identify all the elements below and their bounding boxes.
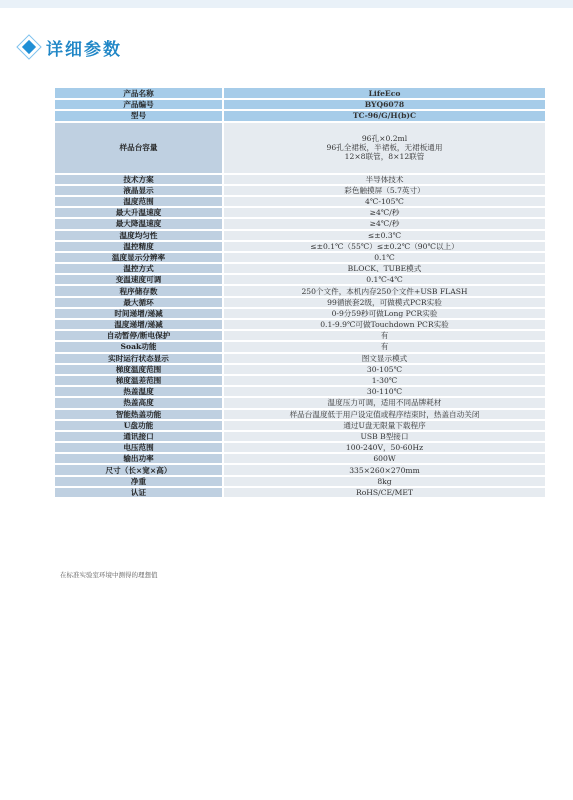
spec-table bbox=[55, 88, 545, 499]
spec-value bbox=[223, 386, 545, 397]
spec-value-line: 335×260×270mm bbox=[349, 465, 420, 475]
spec-row bbox=[55, 122, 545, 174]
spec-value bbox=[223, 409, 545, 420]
spec-row bbox=[55, 274, 545, 285]
spec-value-line: 12×8联管，8×12联管 bbox=[344, 152, 425, 162]
spec-value-line: 250个文件，本机内存250个文件+USB FLASH bbox=[301, 286, 468, 296]
spec-value-line: RoHS/CE/MET bbox=[356, 487, 413, 497]
spec-label: 智能热盖功能 bbox=[55, 409, 223, 420]
spec-value-line: 样品台温度低于用户设定值或程序结束时，热盖自动关闭 bbox=[289, 409, 480, 419]
spec-value bbox=[223, 319, 545, 330]
spec-value-line: 96孔全裙板，半裙板，无裙板通用 bbox=[326, 143, 443, 153]
spec-row bbox=[55, 308, 545, 319]
spec-value bbox=[223, 207, 545, 218]
spec-value bbox=[223, 241, 545, 252]
spec-value-line: 有 bbox=[380, 342, 389, 352]
spec-value bbox=[223, 196, 545, 207]
top-band bbox=[0, 0, 573, 8]
spec-label: 梯度温差范围 bbox=[55, 375, 223, 386]
spec-row bbox=[55, 263, 545, 274]
spec-row bbox=[55, 341, 545, 352]
spec-row bbox=[55, 386, 545, 397]
spec-row bbox=[55, 285, 545, 296]
spec-label: 热盖温度 bbox=[55, 386, 223, 397]
spec-value-line: 0.1℃-4℃ bbox=[366, 275, 403, 285]
spec-value bbox=[223, 297, 545, 308]
spec-label: 产品编号 bbox=[55, 99, 223, 110]
spec-row bbox=[55, 207, 545, 218]
spec-row bbox=[55, 375, 545, 386]
spec-row bbox=[55, 196, 545, 207]
spec-value-line: ≤±0.3℃ bbox=[367, 230, 402, 240]
spec-label: 最大降温速度 bbox=[55, 218, 223, 229]
spec-value bbox=[223, 230, 545, 241]
spec-value-line: 图文显示模式 bbox=[361, 353, 408, 363]
spec-value-line: ≤±0.1℃（55℃）≤±0.2℃（90℃以上） bbox=[310, 241, 459, 251]
spec-row bbox=[55, 364, 545, 375]
spec-value-line: 半导体技术 bbox=[365, 174, 404, 184]
spec-value bbox=[223, 476, 545, 487]
spec-value-line: ≥4℃/秒 bbox=[369, 219, 400, 229]
spec-row bbox=[55, 453, 545, 464]
spec-row bbox=[55, 442, 545, 453]
spec-row bbox=[55, 218, 545, 229]
spec-value-line: 0.1-9.9℃可做Touchdown PCR实验 bbox=[320, 320, 449, 330]
spec-label: 尺寸（长×宽×高） bbox=[55, 464, 223, 475]
spec-value bbox=[223, 218, 545, 229]
spec-value bbox=[223, 274, 545, 285]
spec-label: 温控方式 bbox=[55, 263, 223, 274]
spec-value bbox=[223, 185, 545, 196]
spec-row bbox=[55, 88, 545, 99]
spec-value-line: 8kg bbox=[377, 476, 392, 486]
section-heading bbox=[18, 36, 122, 58]
spec-value bbox=[223, 375, 545, 386]
spec-row bbox=[55, 476, 545, 487]
spec-value bbox=[223, 464, 545, 475]
spec-row bbox=[55, 353, 545, 364]
spec-row bbox=[55, 319, 545, 330]
spec-value-line: 1-30℃ bbox=[371, 376, 398, 386]
spec-value-line: 4℃-105℃ bbox=[365, 197, 404, 207]
spec-value-line: LifeEco bbox=[368, 88, 401, 98]
spec-value bbox=[223, 397, 545, 408]
spec-value bbox=[223, 122, 545, 174]
spec-label: 程序储存数 bbox=[55, 285, 223, 296]
spec-row bbox=[55, 99, 545, 110]
spec-value-line: BYQ6078 bbox=[364, 100, 405, 110]
spec-value-line: TC-96/G/H(b)C bbox=[352, 111, 417, 121]
footnote: 在标准实验室环境中测得的理想值 bbox=[60, 571, 158, 579]
spec-value-line: 有 bbox=[380, 331, 389, 341]
spec-value bbox=[223, 285, 545, 296]
spec-value bbox=[223, 252, 545, 263]
spec-value bbox=[223, 88, 545, 99]
spec-value-line: 99循嵌套2级，可做模式PCR实验 bbox=[327, 297, 442, 307]
spec-value-line: 0.1℃ bbox=[374, 252, 395, 262]
spec-row bbox=[55, 487, 545, 498]
spec-label: 认证 bbox=[55, 487, 223, 498]
spec-label: 液晶显示 bbox=[55, 185, 223, 196]
spec-label: 型号 bbox=[55, 110, 223, 121]
spec-label: 通讯接口 bbox=[55, 431, 223, 442]
spec-value bbox=[223, 110, 545, 121]
spec-value bbox=[223, 442, 545, 453]
spec-value bbox=[223, 453, 545, 464]
spec-label: 温控精度 bbox=[55, 241, 223, 252]
spec-label: U盘功能 bbox=[55, 420, 223, 431]
spec-value bbox=[223, 330, 545, 341]
spec-value bbox=[223, 364, 545, 375]
spec-value-line: 96孔×0.2ml bbox=[361, 134, 408, 144]
spec-label: 梯度温度范围 bbox=[55, 364, 223, 375]
spec-row bbox=[55, 110, 545, 121]
spec-label: 温度均匀性 bbox=[55, 230, 223, 241]
spec-value-line: 600W bbox=[373, 454, 396, 464]
spec-row bbox=[55, 252, 545, 263]
spec-label: 时间递增/递减 bbox=[55, 308, 223, 319]
spec-label: Soak功能 bbox=[55, 341, 223, 352]
spec-row bbox=[55, 409, 545, 420]
spec-value-line: ≥4℃/秒 bbox=[369, 208, 400, 218]
spec-label: 最大循环 bbox=[55, 297, 223, 308]
spec-value bbox=[223, 308, 545, 319]
spec-value bbox=[223, 431, 545, 442]
spec-label: 自动暂停/断电保护 bbox=[55, 330, 223, 341]
spec-row bbox=[55, 464, 545, 475]
spec-value-line: 100-240V，50-60Hz bbox=[345, 443, 424, 453]
spec-label: 样品台容量 bbox=[55, 122, 223, 174]
spec-value bbox=[223, 174, 545, 185]
spec-row bbox=[55, 174, 545, 185]
spec-value bbox=[223, 263, 545, 274]
spec-row bbox=[55, 330, 545, 341]
spec-label: 变温速度可调 bbox=[55, 274, 223, 285]
spec-label: 最大升温速度 bbox=[55, 207, 223, 218]
spec-value-line: 30-110℃ bbox=[366, 387, 403, 397]
spec-row bbox=[55, 241, 545, 252]
spec-label: 产品名称 bbox=[55, 88, 223, 99]
spec-value bbox=[223, 341, 545, 352]
spec-value-line: USB B型接口 bbox=[360, 431, 409, 441]
spec-value-line: 0-9分59秒可做Long PCR实验 bbox=[331, 308, 438, 318]
spec-label: 输出功率 bbox=[55, 453, 223, 464]
section-title: 详细参数 bbox=[46, 39, 122, 60]
spec-row bbox=[55, 297, 545, 308]
spec-label: 技术方案 bbox=[55, 174, 223, 185]
spec-value-line: 彩色触摸屏（5.7英寸） bbox=[344, 185, 425, 195]
spec-row bbox=[55, 230, 545, 241]
spec-row bbox=[55, 185, 545, 196]
spec-value-line: 温度压力可调，适用不同品牌耗材 bbox=[327, 398, 442, 408]
spec-table-body bbox=[55, 88, 545, 498]
spec-label: 电压范围 bbox=[55, 442, 223, 453]
spec-label: 温度递增/递减 bbox=[55, 319, 223, 330]
spec-row bbox=[55, 397, 545, 408]
spec-value-line: 通过U盘无限量下载程序 bbox=[343, 420, 426, 430]
spec-value bbox=[223, 353, 545, 364]
spec-value bbox=[223, 420, 545, 431]
spec-label: 实时运行状态显示 bbox=[55, 353, 223, 364]
spec-row bbox=[55, 431, 545, 442]
spec-value-line: BLOCK、TUBE模式 bbox=[347, 264, 422, 274]
spec-label: 热盖高度 bbox=[55, 397, 223, 408]
spec-label: 净重 bbox=[55, 476, 223, 487]
spec-value bbox=[223, 99, 545, 110]
diamond-icon bbox=[22, 40, 36, 54]
spec-label: 温度范围 bbox=[55, 196, 223, 207]
spec-value-line: 30-105℃ bbox=[366, 364, 403, 374]
spec-label: 温度显示分辨率 bbox=[55, 252, 223, 263]
spec-row bbox=[55, 420, 545, 431]
spec-value bbox=[223, 487, 545, 498]
